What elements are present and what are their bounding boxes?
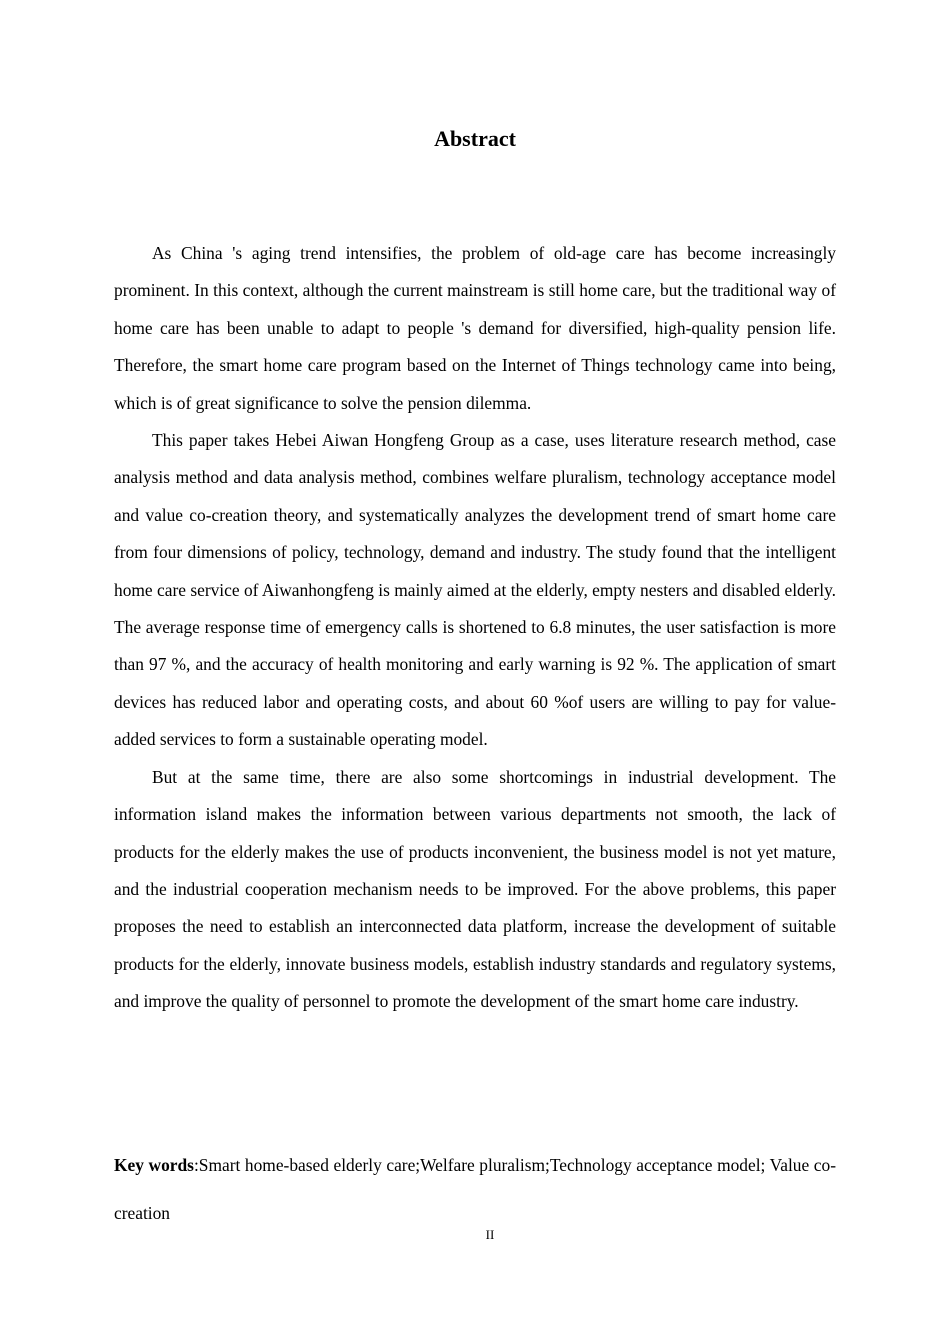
abstract-paragraph-1: As China 's aging trend intensifies, the problem of old-age care has become increasingly prominent. In this context, although the current mainstream is still home care, but the traditional way of home care has been unable to adapt to people 's demand for diversified, high-quality pension life. Therefore, the smart home care program based on the Internet of Things technology came into being, which is of great significance to solve the pension dilemma.	[114, 243, 836, 413]
keywords-label: Key words	[114, 1155, 194, 1175]
page-title: Abstract	[434, 126, 516, 151]
keywords-text: Smart home-based elderly care;Welfare pluralism;Technology acceptance model; Value co-creation	[114, 1155, 836, 1223]
abstract-paragraph-2: This paper takes Hebei Aiwan Hongfeng Group as a case, uses literature research method, case analysis method and data analysis method, combines welfare pluralism, technology acceptance model and value co-creation theory, and systematically analyzes the development trend of smart home care from four dimensions of policy, technology, demand and industry. The study found that the intelligent home care service of Aiwanhongfeng is mainly aimed at the elderly, empty nesters and disabled elderly. The average response time of emergency calls is shortened to 6.8 minutes, the user satisfaction is more than 97 %, and the accuracy of health monitoring and early warning is 92 %. The application of smart devices has reduced labor and operating costs, and about 60 %of users are willing to pay for value-added services to form a sustainable operating model.	[114, 430, 836, 750]
abstract-body	[114, 235, 836, 1021]
keywords-line	[114, 1141, 836, 1237]
keywords-separator: :	[193, 1155, 199, 1175]
abstract-paragraph-3: But at the same time, there are also some shortcomings in industrial development. The information island makes the information between various departments not smooth, the lack of products for the elderly makes the use of products inconvenient, the business model is not yet mature, and the industrial cooperation mechanism needs to be improved. For the above problems, this paper proposes the need to establish an interconnected data platform, increase the development of suitable products for the elderly, innovate business models, establish industry standards and regulatory systems, and improve the quality of personnel to promote the development of the smart home care industry.	[114, 766, 836, 1012]
page-number: II	[485, 1227, 495, 1242]
